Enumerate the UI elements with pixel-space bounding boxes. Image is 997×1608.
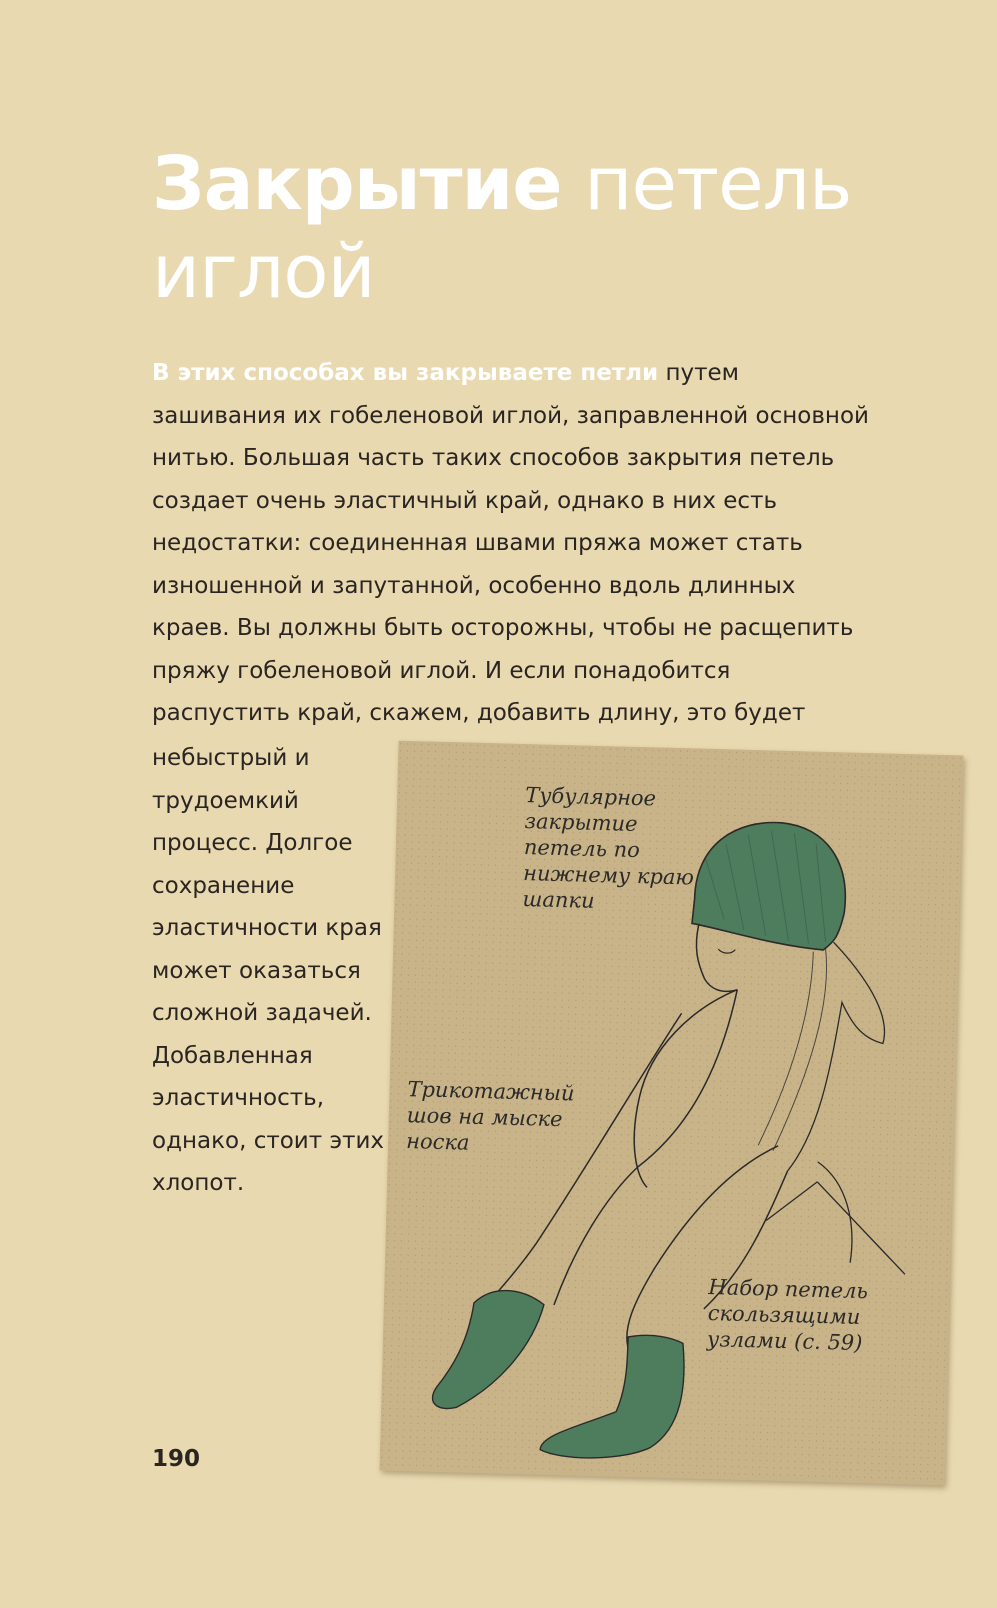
body-main-text: путем зашивания их гобеленовой иглой, заправленной основной нитью. Большая часть таких способов закрытия петель создает очень эластичный край, однако в них есть недостатки: соединенная швами пряжа может стать изношенной и запутанной, особенно вдоль длинных краев. Вы должны быть осторожны, чтобы не расщепить пряжу гобеленовой иглой. И если понадобится распустить край, скажем, добавить длину, это будет <box>152 360 869 726</box>
title-light-1: петель <box>561 141 852 227</box>
lead-phrase: В этих способах вы закрываете петли <box>152 360 659 386</box>
illustration-card <box>380 741 964 1486</box>
page-title <box>152 140 912 316</box>
title-light-2: иглой <box>152 229 375 315</box>
caption-sock: Трикотажный шов на мыске носка <box>405 1077 575 1155</box>
title-bold: Закрытие <box>152 141 562 227</box>
page-number: 190 <box>152 1446 201 1472</box>
caption-cast-on: Набор петель скользящими узлами (с. 59) <box>706 1275 869 1356</box>
body-text-narrow <box>152 737 402 1205</box>
caption-hat: Тубулярное закрытие петель по нижнему краю шапки <box>522 783 695 913</box>
body-paragraph <box>152 352 872 735</box>
narrow-paragraph: небыстрый и трудоемкий процесс. Долгое сохранение эластичности края может оказаться сложной задачей. Добавленная эластичность, однако, стоит этих хлопот. <box>152 745 385 1196</box>
body-text <box>152 352 872 735</box>
